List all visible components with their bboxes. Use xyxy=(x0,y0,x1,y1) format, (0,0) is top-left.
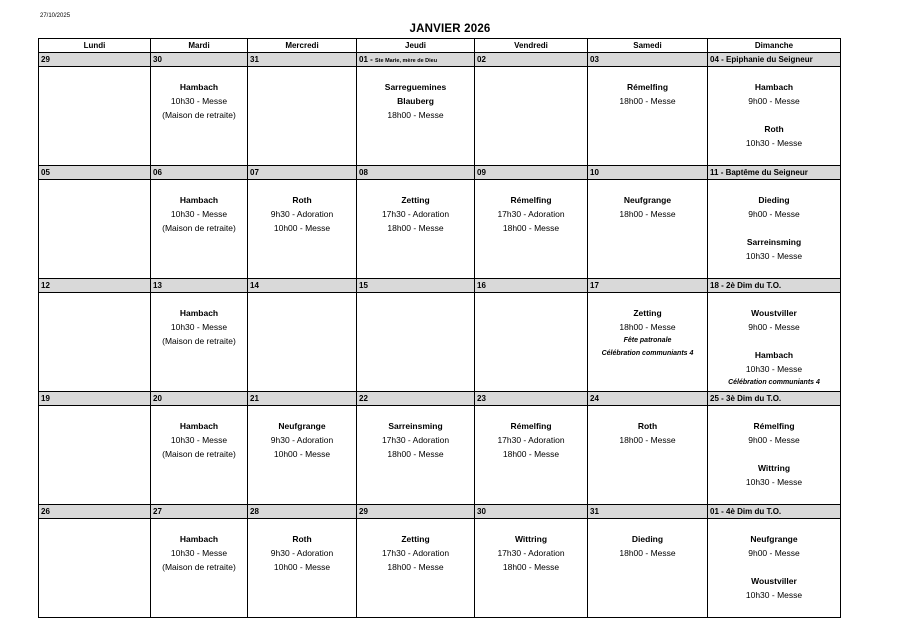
day-events-cell xyxy=(588,406,708,505)
event-time: 18h00 - Messe xyxy=(387,562,444,572)
event-time: 10h30 - Messe xyxy=(170,435,228,445)
event-time: 9h00 - Messe xyxy=(748,209,800,219)
day-events-cell xyxy=(248,519,357,618)
event-time: 18h00 - Messe xyxy=(502,562,560,572)
day-number: 21 xyxy=(250,394,259,403)
day-events-cell xyxy=(248,67,357,166)
day-events-cell xyxy=(248,406,357,505)
event-time: (Maison de retraite) xyxy=(162,562,236,572)
event-time: 18h00 - Messe xyxy=(619,322,676,332)
day-label-separator: - xyxy=(718,281,727,290)
event-time: 18h00 - Messe xyxy=(502,223,560,233)
event-location: Hambach xyxy=(754,82,794,92)
day-number: 29 xyxy=(41,55,50,64)
event-location: Roth xyxy=(292,195,312,205)
day-header-cell xyxy=(248,505,357,519)
day-number: 29 xyxy=(359,507,368,516)
day-header-cell xyxy=(475,279,588,293)
week-events-row xyxy=(39,293,841,392)
event-time: 9h00 - Messe xyxy=(748,96,800,106)
day-header-cell xyxy=(151,392,248,406)
event-location: Roth xyxy=(292,534,312,544)
event-time: (Maison de retraite) xyxy=(162,449,236,459)
day-number: 04 xyxy=(710,55,719,64)
print-date: 27/10/2025 xyxy=(40,13,71,19)
event-location: Sarreinsming xyxy=(746,237,802,247)
week-events-row xyxy=(39,67,841,166)
day-number: 19 xyxy=(41,394,50,403)
day-number: 09 xyxy=(477,168,486,177)
day-events-cell xyxy=(588,293,708,392)
event-time: 18h00 - Messe xyxy=(387,110,444,120)
day-events-cell xyxy=(151,519,248,618)
day-label-separator: - xyxy=(718,394,727,403)
day-number: 10 xyxy=(590,168,599,177)
day-header-cell xyxy=(39,505,151,519)
day-events-cell xyxy=(708,67,841,166)
day-label-separator: - xyxy=(367,55,376,64)
day-events-cell xyxy=(708,519,841,618)
event-location: Rémelfing xyxy=(510,421,552,431)
weekday-header: Samedi xyxy=(588,39,708,53)
feast-label: Ste Marie, mère de Dieu xyxy=(375,58,438,64)
day-number: 02 xyxy=(477,55,486,64)
event-time: 9h00 - Messe xyxy=(748,435,800,445)
feast-label: Epiphanie du Seigneur xyxy=(726,55,813,64)
event-time: 18h00 - Messe xyxy=(619,96,676,106)
day-header-cell xyxy=(357,279,475,293)
event-location: Hambach xyxy=(179,82,219,92)
event-location: Rémelfing xyxy=(626,82,669,92)
day-events-cell xyxy=(588,180,708,279)
day-header-cell xyxy=(708,505,841,519)
day-number: 31 xyxy=(590,507,599,516)
event-location: Wittring xyxy=(514,534,548,544)
day-header-cell xyxy=(475,505,588,519)
event-time: 18h00 - Messe xyxy=(387,223,444,233)
day-events-cell xyxy=(39,519,151,618)
calendar-grid xyxy=(38,38,841,618)
event-time: 10h30 - Messe xyxy=(170,548,228,558)
day-header-cell xyxy=(39,166,151,180)
event-location: Neufgrange xyxy=(278,421,326,431)
day-events-cell xyxy=(39,293,151,392)
day-number: 22 xyxy=(359,394,368,403)
day-number: 11 xyxy=(710,168,719,177)
day-events-cell xyxy=(39,67,151,166)
day-number: 28 xyxy=(250,507,259,516)
day-events-cell xyxy=(39,406,151,505)
day-events-cell xyxy=(475,67,588,166)
day-header-cell xyxy=(588,392,708,406)
event-location: Hambach xyxy=(179,421,219,431)
weekday-header: Mercredi xyxy=(248,39,357,53)
event-location: Sarreinsming xyxy=(388,421,443,431)
day-header-cell xyxy=(39,53,151,67)
day-events-cell xyxy=(357,67,475,166)
weekday-header: Dimanche xyxy=(708,39,841,53)
day-number: 23 xyxy=(477,394,486,403)
day-events-cell xyxy=(475,406,588,505)
event-note: Célébration communiants 4 xyxy=(601,350,694,357)
day-number: 30 xyxy=(153,55,162,64)
week-date-row xyxy=(39,392,841,406)
day-number: 25 xyxy=(710,394,719,403)
event-note: Célébration communiants 4 xyxy=(728,379,820,386)
event-time: 18h00 - Messe xyxy=(619,435,676,445)
week-events-row xyxy=(39,180,841,279)
weekday-header-row xyxy=(39,39,841,53)
event-location: Roth xyxy=(637,421,658,431)
event-time: 18h00 - Messe xyxy=(502,449,560,459)
day-number: 18 xyxy=(710,281,719,290)
event-time: 17h30 - Adoration xyxy=(381,209,450,219)
day-events-cell xyxy=(588,67,708,166)
day-header-cell xyxy=(475,53,588,67)
day-events-cell xyxy=(248,293,357,392)
day-events-cell xyxy=(248,180,357,279)
event-location: Hambach xyxy=(179,534,219,544)
day-label-separator: - xyxy=(718,507,727,516)
day-number: 24 xyxy=(590,394,599,403)
day-header-cell xyxy=(151,166,248,180)
event-time: 10h30 - Messe xyxy=(745,364,803,374)
day-events-cell xyxy=(357,293,475,392)
event-time: 9h30 - Adoration xyxy=(270,435,334,445)
weekday-header: Mardi xyxy=(151,39,248,53)
event-time: 10h30 - Messe xyxy=(745,251,803,261)
event-location: Zetting xyxy=(401,195,430,205)
day-events-cell xyxy=(151,180,248,279)
day-number: 06 xyxy=(153,168,162,177)
day-header-cell xyxy=(357,53,475,67)
event-location: Woustviller xyxy=(751,308,797,318)
event-time: 17h30 - Adoration xyxy=(497,548,565,558)
day-events-cell xyxy=(708,293,841,392)
event-note: Fête patronale xyxy=(623,337,672,344)
feast-label: 4è Dim du T.O. xyxy=(726,507,782,516)
event-time: 18h00 - Messe xyxy=(619,548,676,558)
event-time: 10h30 - Messe xyxy=(170,209,228,219)
day-number: 01 xyxy=(359,55,368,64)
day-header-cell xyxy=(248,392,357,406)
day-header-cell xyxy=(588,279,708,293)
day-number: 03 xyxy=(590,55,599,64)
day-events-cell xyxy=(151,67,248,166)
day-number: 12 xyxy=(41,281,50,290)
feast-label: 2è Dim du T.O. xyxy=(726,281,782,290)
event-time: 18h00 - Messe xyxy=(387,449,444,459)
day-number: 07 xyxy=(250,168,259,177)
event-location: Roth xyxy=(764,124,784,134)
event-location: Zetting xyxy=(633,308,662,318)
feast-label: 3è Dim du T.O. xyxy=(726,394,782,403)
event-location: Sarreguemines xyxy=(384,82,447,92)
day-events-cell xyxy=(588,519,708,618)
day-events-cell xyxy=(357,519,475,618)
week-date-row xyxy=(39,166,841,180)
event-time: 10h30 - Messe xyxy=(745,477,803,487)
event-time: (Maison de retraite) xyxy=(162,110,236,120)
day-header-cell xyxy=(708,279,841,293)
event-time: (Maison de retraite) xyxy=(162,336,236,346)
day-header-cell xyxy=(475,392,588,406)
day-number: 26 xyxy=(41,507,50,516)
day-label-separator: - xyxy=(718,168,726,177)
week-date-row xyxy=(39,279,841,293)
day-number: 01 xyxy=(710,507,719,516)
day-events-cell xyxy=(475,180,588,279)
day-number: 08 xyxy=(359,168,368,177)
week-date-row xyxy=(39,53,841,67)
event-location: Neufgrange xyxy=(623,195,672,205)
day-events-cell xyxy=(475,519,588,618)
day-header-cell xyxy=(248,166,357,180)
event-time: 17h30 - Adoration xyxy=(497,209,565,219)
day-header-cell xyxy=(357,166,475,180)
feast-label: Baptême du Seigneur xyxy=(725,168,808,177)
day-header-cell xyxy=(248,279,357,293)
day-events-cell xyxy=(357,180,475,279)
event-time: 9h00 - Messe xyxy=(748,322,800,332)
event-location: Woustviller xyxy=(751,576,797,586)
day-header-cell xyxy=(475,166,588,180)
day-events-cell xyxy=(39,180,151,279)
week-events-row xyxy=(39,519,841,618)
day-label-separator: - xyxy=(718,55,727,64)
day-header-cell xyxy=(151,53,248,67)
event-location: Dieding xyxy=(631,534,664,544)
day-header-cell xyxy=(588,166,708,180)
event-time: 10h30 - Messe xyxy=(170,322,228,332)
day-header-cell xyxy=(39,392,151,406)
day-events-cell xyxy=(151,293,248,392)
event-time: 10h00 - Messe xyxy=(273,223,331,233)
event-time: 10h30 - Messe xyxy=(170,96,228,106)
event-location: Rémelfing xyxy=(753,421,795,431)
day-number: 17 xyxy=(590,281,599,290)
event-time: 10h30 - Messe xyxy=(745,590,803,600)
day-header-cell xyxy=(357,392,475,406)
event-time: 9h30 - Adoration xyxy=(270,209,334,219)
event-time: 9h00 - Messe xyxy=(748,548,800,558)
day-events-cell xyxy=(708,406,841,505)
day-number: 27 xyxy=(153,507,162,516)
day-events-cell xyxy=(475,293,588,392)
day-header-cell xyxy=(151,505,248,519)
event-location: Neufgrange xyxy=(750,534,798,544)
event-time: 10h30 - Messe xyxy=(745,138,803,148)
event-time: 10h00 - Messe xyxy=(273,562,331,572)
day-events-cell xyxy=(708,180,841,279)
day-events-cell xyxy=(357,406,475,505)
day-events-cell xyxy=(151,406,248,505)
event-time: (Maison de retraite) xyxy=(162,223,236,233)
week-events-row xyxy=(39,406,841,505)
event-location: Hambach xyxy=(179,195,219,205)
day-header-cell xyxy=(151,279,248,293)
day-number: 31 xyxy=(250,55,259,64)
event-location: Wittring xyxy=(757,463,791,473)
day-number: 16 xyxy=(477,281,486,290)
event-location: Blauberg xyxy=(397,96,434,106)
weekday-header: Vendredi xyxy=(475,39,588,53)
event-location: Hambach xyxy=(754,350,794,360)
day-number: 30 xyxy=(477,507,486,516)
day-header-cell xyxy=(588,505,708,519)
event-time: 17h30 - Adoration xyxy=(497,435,565,445)
event-time: 17h30 - Adoration xyxy=(381,435,450,445)
weekday-header: Lundi xyxy=(39,39,151,53)
event-time: 9h30 - Adoration xyxy=(270,548,334,558)
day-number: 20 xyxy=(153,394,162,403)
day-number: 14 xyxy=(250,281,259,290)
calendar-title: JANVIER 2026 xyxy=(409,23,491,35)
day-header-cell xyxy=(708,166,841,180)
day-number: 05 xyxy=(41,168,50,177)
day-number: 15 xyxy=(359,281,368,290)
event-location: Zetting xyxy=(401,534,430,544)
event-location: Hambach xyxy=(179,308,219,318)
event-time: 18h00 - Messe xyxy=(619,209,676,219)
day-header-cell xyxy=(588,53,708,67)
event-location: Dieding xyxy=(758,195,790,205)
weekday-header: Jeudi xyxy=(357,39,475,53)
event-time: 17h30 - Adoration xyxy=(381,548,450,558)
day-header-cell xyxy=(248,53,357,67)
event-time: 10h00 - Messe xyxy=(273,449,331,459)
day-header-cell xyxy=(708,392,841,406)
event-location: Rémelfing xyxy=(510,195,552,205)
day-header-cell xyxy=(39,279,151,293)
day-number: 13 xyxy=(153,281,162,290)
day-header-cell xyxy=(708,53,841,67)
week-date-row xyxy=(39,505,841,519)
day-header-cell xyxy=(357,505,475,519)
